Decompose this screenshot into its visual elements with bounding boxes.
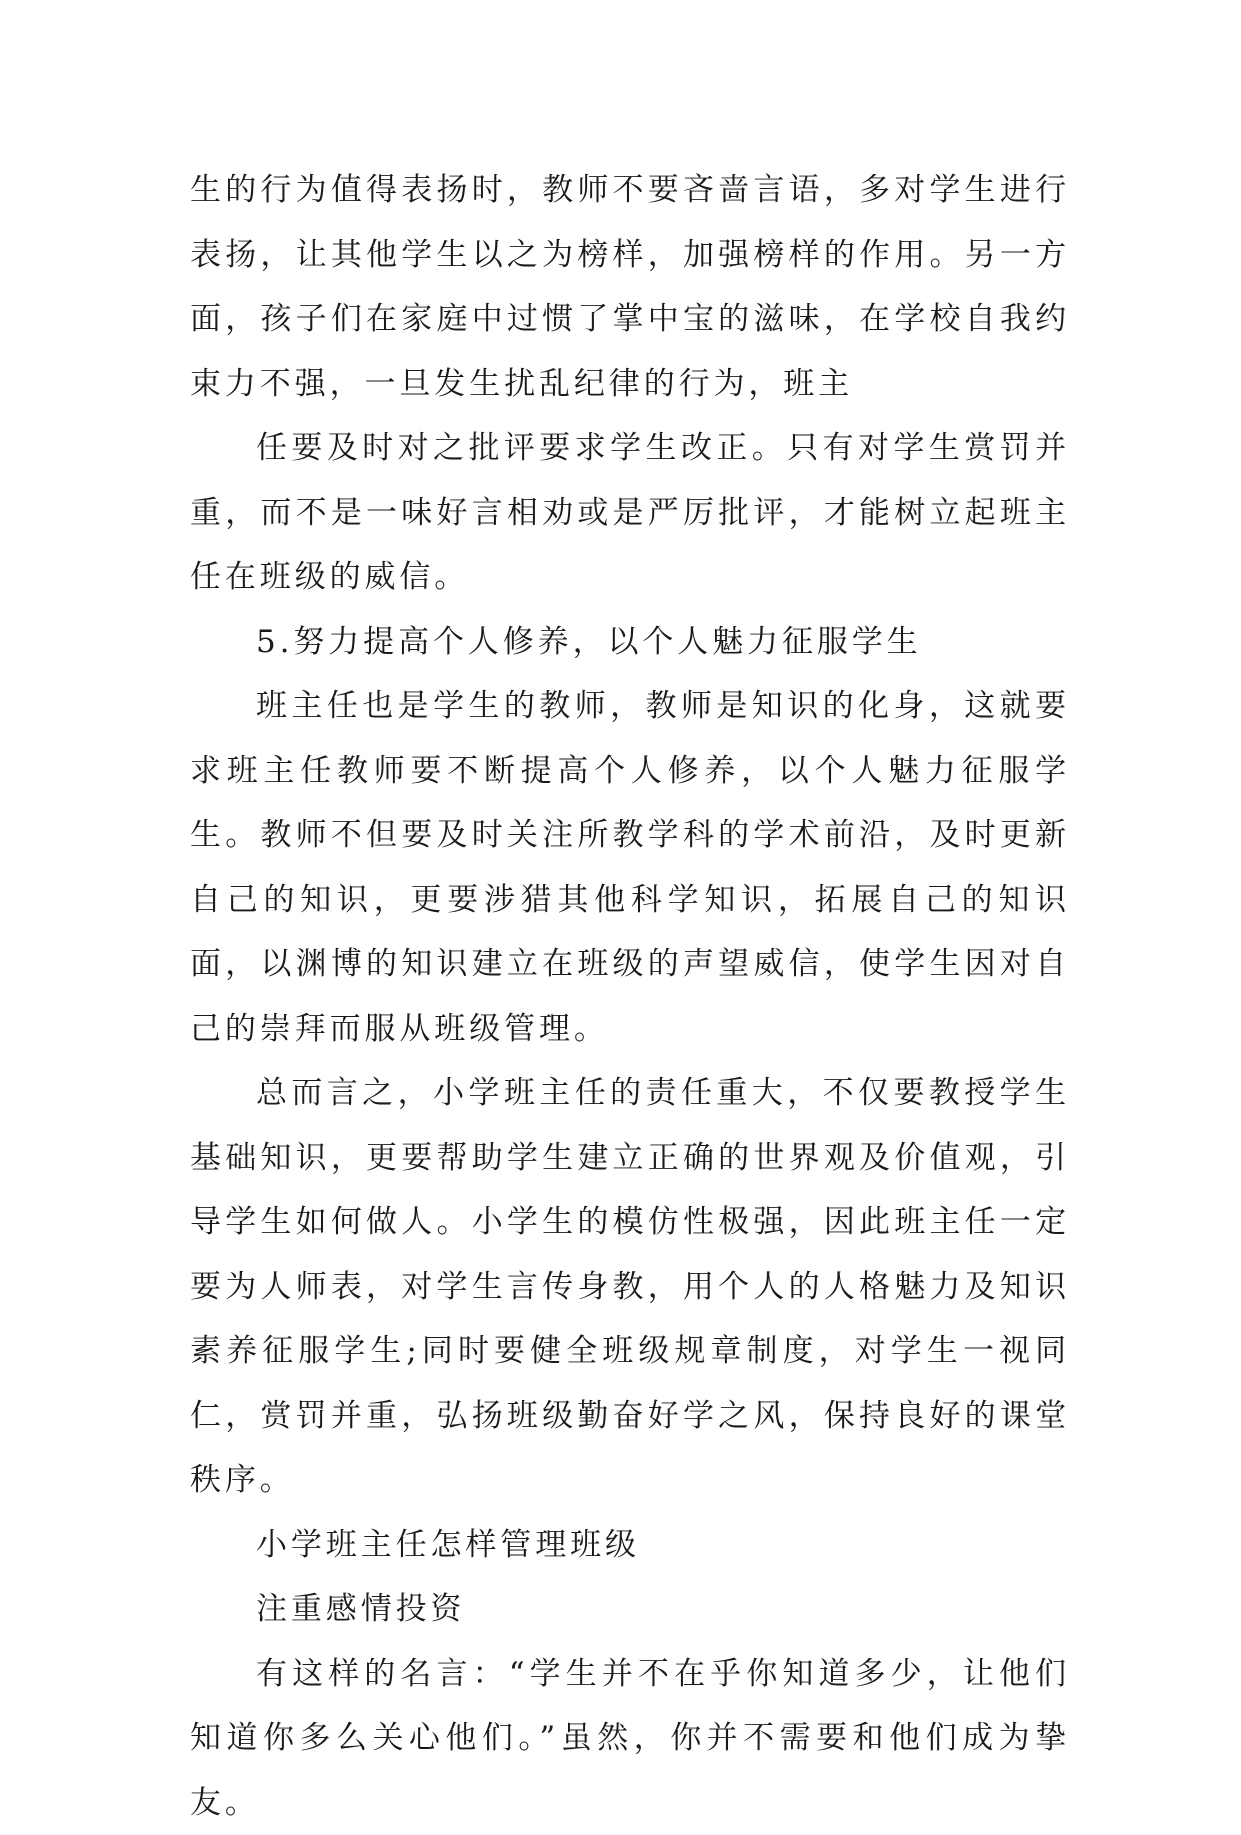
section-heading-class-management: 小学班主任怎样管理班级 — [190, 1513, 1070, 1578]
paragraph-conclusion: 总而言之，小学班主任的责任重大，不仅要教授学生基础知识，更要帮助学生建立正确的世界观及价值观，引导学生如何做人。小学生的模仿性极强，因此班主任一定要为人师表，对学生言传身教，用个人的人格魅力及知识素养征服学生;同时要健全班级规章制度，对学生一视同仁，赏罚并重，弘扬班级勤奋好学之风，保持良好的课堂秩序。 — [190, 1061, 1070, 1513]
section-heading-self-cultivation: 5.努力提高个人修养，以个人魅力征服学生 — [190, 610, 1070, 675]
paragraph-praise-continuation: 生的行为值得表扬时，教师不要吝啬言语，多对学生进行表扬，让其他学生以之为榜样，加强榜样的作用。另一方面，孩子们在家庭中过惯了掌中宝的滋味，在学校自我约束力不强，一旦发生扰乱纪律的行为，班主 — [190, 158, 1070, 416]
document-body — [190, 158, 1070, 1835]
paragraph-quote: 有这样的名言：“学生并不在乎你知道多少，让他们知道你多么关心他们。”虽然，你并不需要和他们成为挚友。 — [190, 1642, 1070, 1835]
paragraph-criticism: 任要及时对之批评要求学生改正。只有对学生赏罚并重，而不是一味好言相劝或是严厉批评，才能树立起班主任在班级的威信。 — [190, 416, 1070, 610]
section-heading-emotional-investment: 注重感情投资 — [190, 1577, 1070, 1642]
paragraph-self-cultivation: 班主任也是学生的教师，教师是知识的化身，这就要求班主任教师要不断提高个人修养，以个人魅力征服学生。教师不但要及时关注所教学科的学术前沿，及时更新自己的知识，更要涉猎其他科学知识，拓展自己的知识面，以渊博的知识建立在班级的声望威信，使学生因对自己的崇拜而服从班级管理。 — [190, 674, 1070, 1061]
